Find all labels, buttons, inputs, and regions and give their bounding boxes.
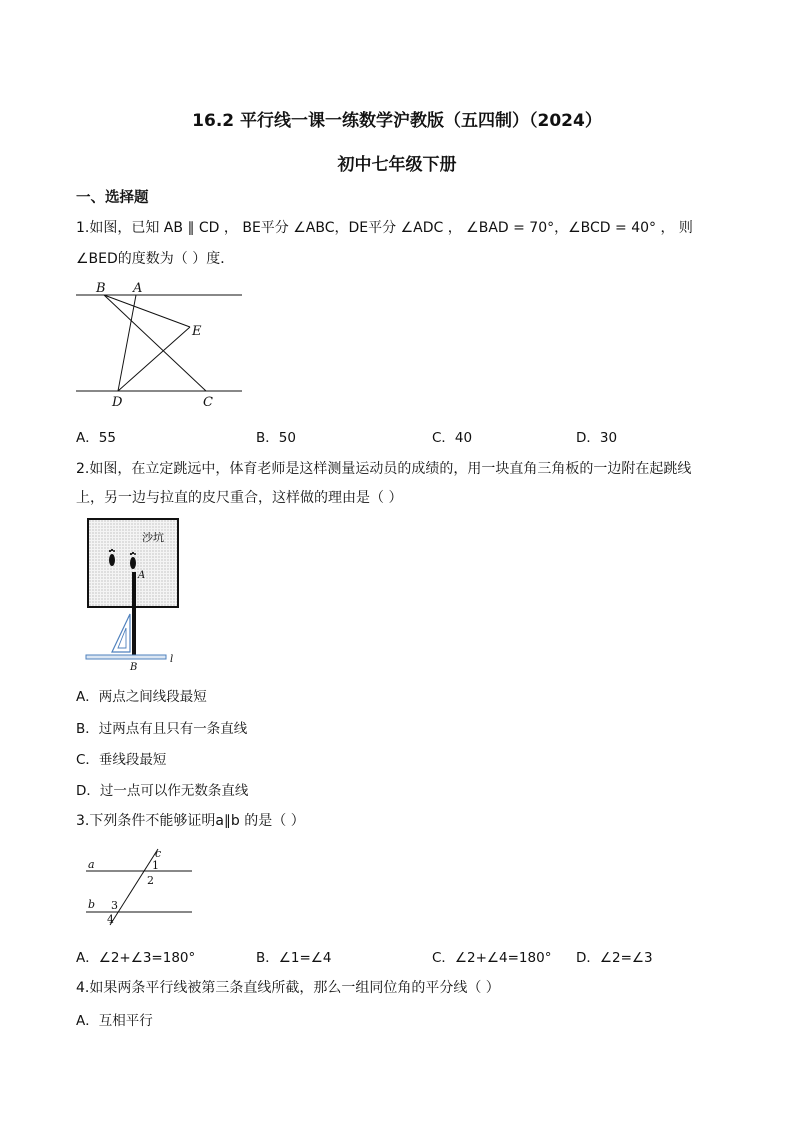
q1-option-a[interactable]: A．55 (76, 430, 116, 446)
q3-option-c[interactable]: C．∠2+∠4=180° (432, 950, 552, 966)
q1-option-c[interactable]: C．40 (432, 430, 473, 446)
angle-3-label: 3 (111, 899, 118, 912)
angle-2-label: 2 (147, 874, 154, 887)
question-2-text: 2.如图，在立定跳远中，体育老师是这样测量运动员的成绩的，用一块直角三角板的一边附在起跳线 (76, 461, 692, 477)
question-2-text-cont: 上，另一边与拉直的皮尺重合，这样做的理由是（ ） (76, 490, 403, 506)
page-subtitle: 初中七年级下册 (337, 155, 457, 175)
point-b-label: B (130, 662, 138, 670)
line-c (110, 849, 158, 925)
label-a: A (133, 281, 143, 296)
label-e: E (192, 324, 202, 339)
question-1-figure (70, 275, 250, 410)
segment-de (118, 327, 190, 391)
segment-ad (118, 295, 136, 391)
page-title: 16.2 平行线一课一练数学沪教版（五四制）（2024） (192, 111, 602, 131)
question-1-text: 1.如图，已知 AB ∥ CD ， BE平分 ∠ABC，DE平分 ∠ADC ， ∠BAD = 70°，∠BCD = 40° ， 则 (76, 220, 693, 236)
angle-4-label: 4 (107, 913, 114, 926)
q2-option-a[interactable]: A．两点之间线段最短 (76, 689, 207, 705)
question-2-figure (80, 514, 190, 670)
q3-option-b[interactable]: B．∠1=∠4 (256, 950, 332, 966)
label-b: B (96, 281, 106, 296)
question-1-text-cont: ∠BED的度数为（ ）度． (76, 251, 235, 267)
question-3-figure (80, 843, 200, 928)
label-a: a (88, 858, 95, 871)
label-c: C (203, 395, 213, 410)
sand-pit-label: 沙坑 (142, 531, 164, 544)
section-heading: 一、选择题 (76, 190, 149, 206)
takeoff-line-l (86, 655, 166, 659)
q2-option-c[interactable]: C．垂线段最短 (76, 752, 167, 768)
set-square-icon (112, 614, 130, 652)
label-d: D (112, 395, 123, 410)
q1-option-d[interactable]: D．30 (576, 430, 618, 446)
question-4-text: 4.如果两条平行线被第三条直线所截，那么一组同位角的平分线（ ） (76, 980, 500, 996)
segment-bc (104, 295, 206, 391)
q2-option-d[interactable]: D．过一点可以作无数条直线 (76, 783, 249, 799)
q1-option-b[interactable]: B．50 (256, 430, 296, 446)
q3-option-d[interactable]: D．∠2=∠3 (576, 950, 653, 966)
line-l-label: l (170, 654, 174, 665)
label-b: b (88, 898, 96, 911)
point-a-label: A (138, 570, 146, 581)
question-3-text: 3.下列条件不能够证明a∥b 的是（ ） (76, 813, 305, 829)
q2-option-b[interactable]: B．过两点有且只有一条直线 (76, 721, 248, 737)
segment-be (104, 295, 190, 327)
q4-option-a[interactable]: A．互相平行 (76, 1013, 153, 1029)
q3-option-a[interactable]: A．∠2+∠3=180° (76, 950, 196, 966)
angle-1-label: 1 (152, 859, 159, 872)
label-c: c (155, 847, 162, 860)
